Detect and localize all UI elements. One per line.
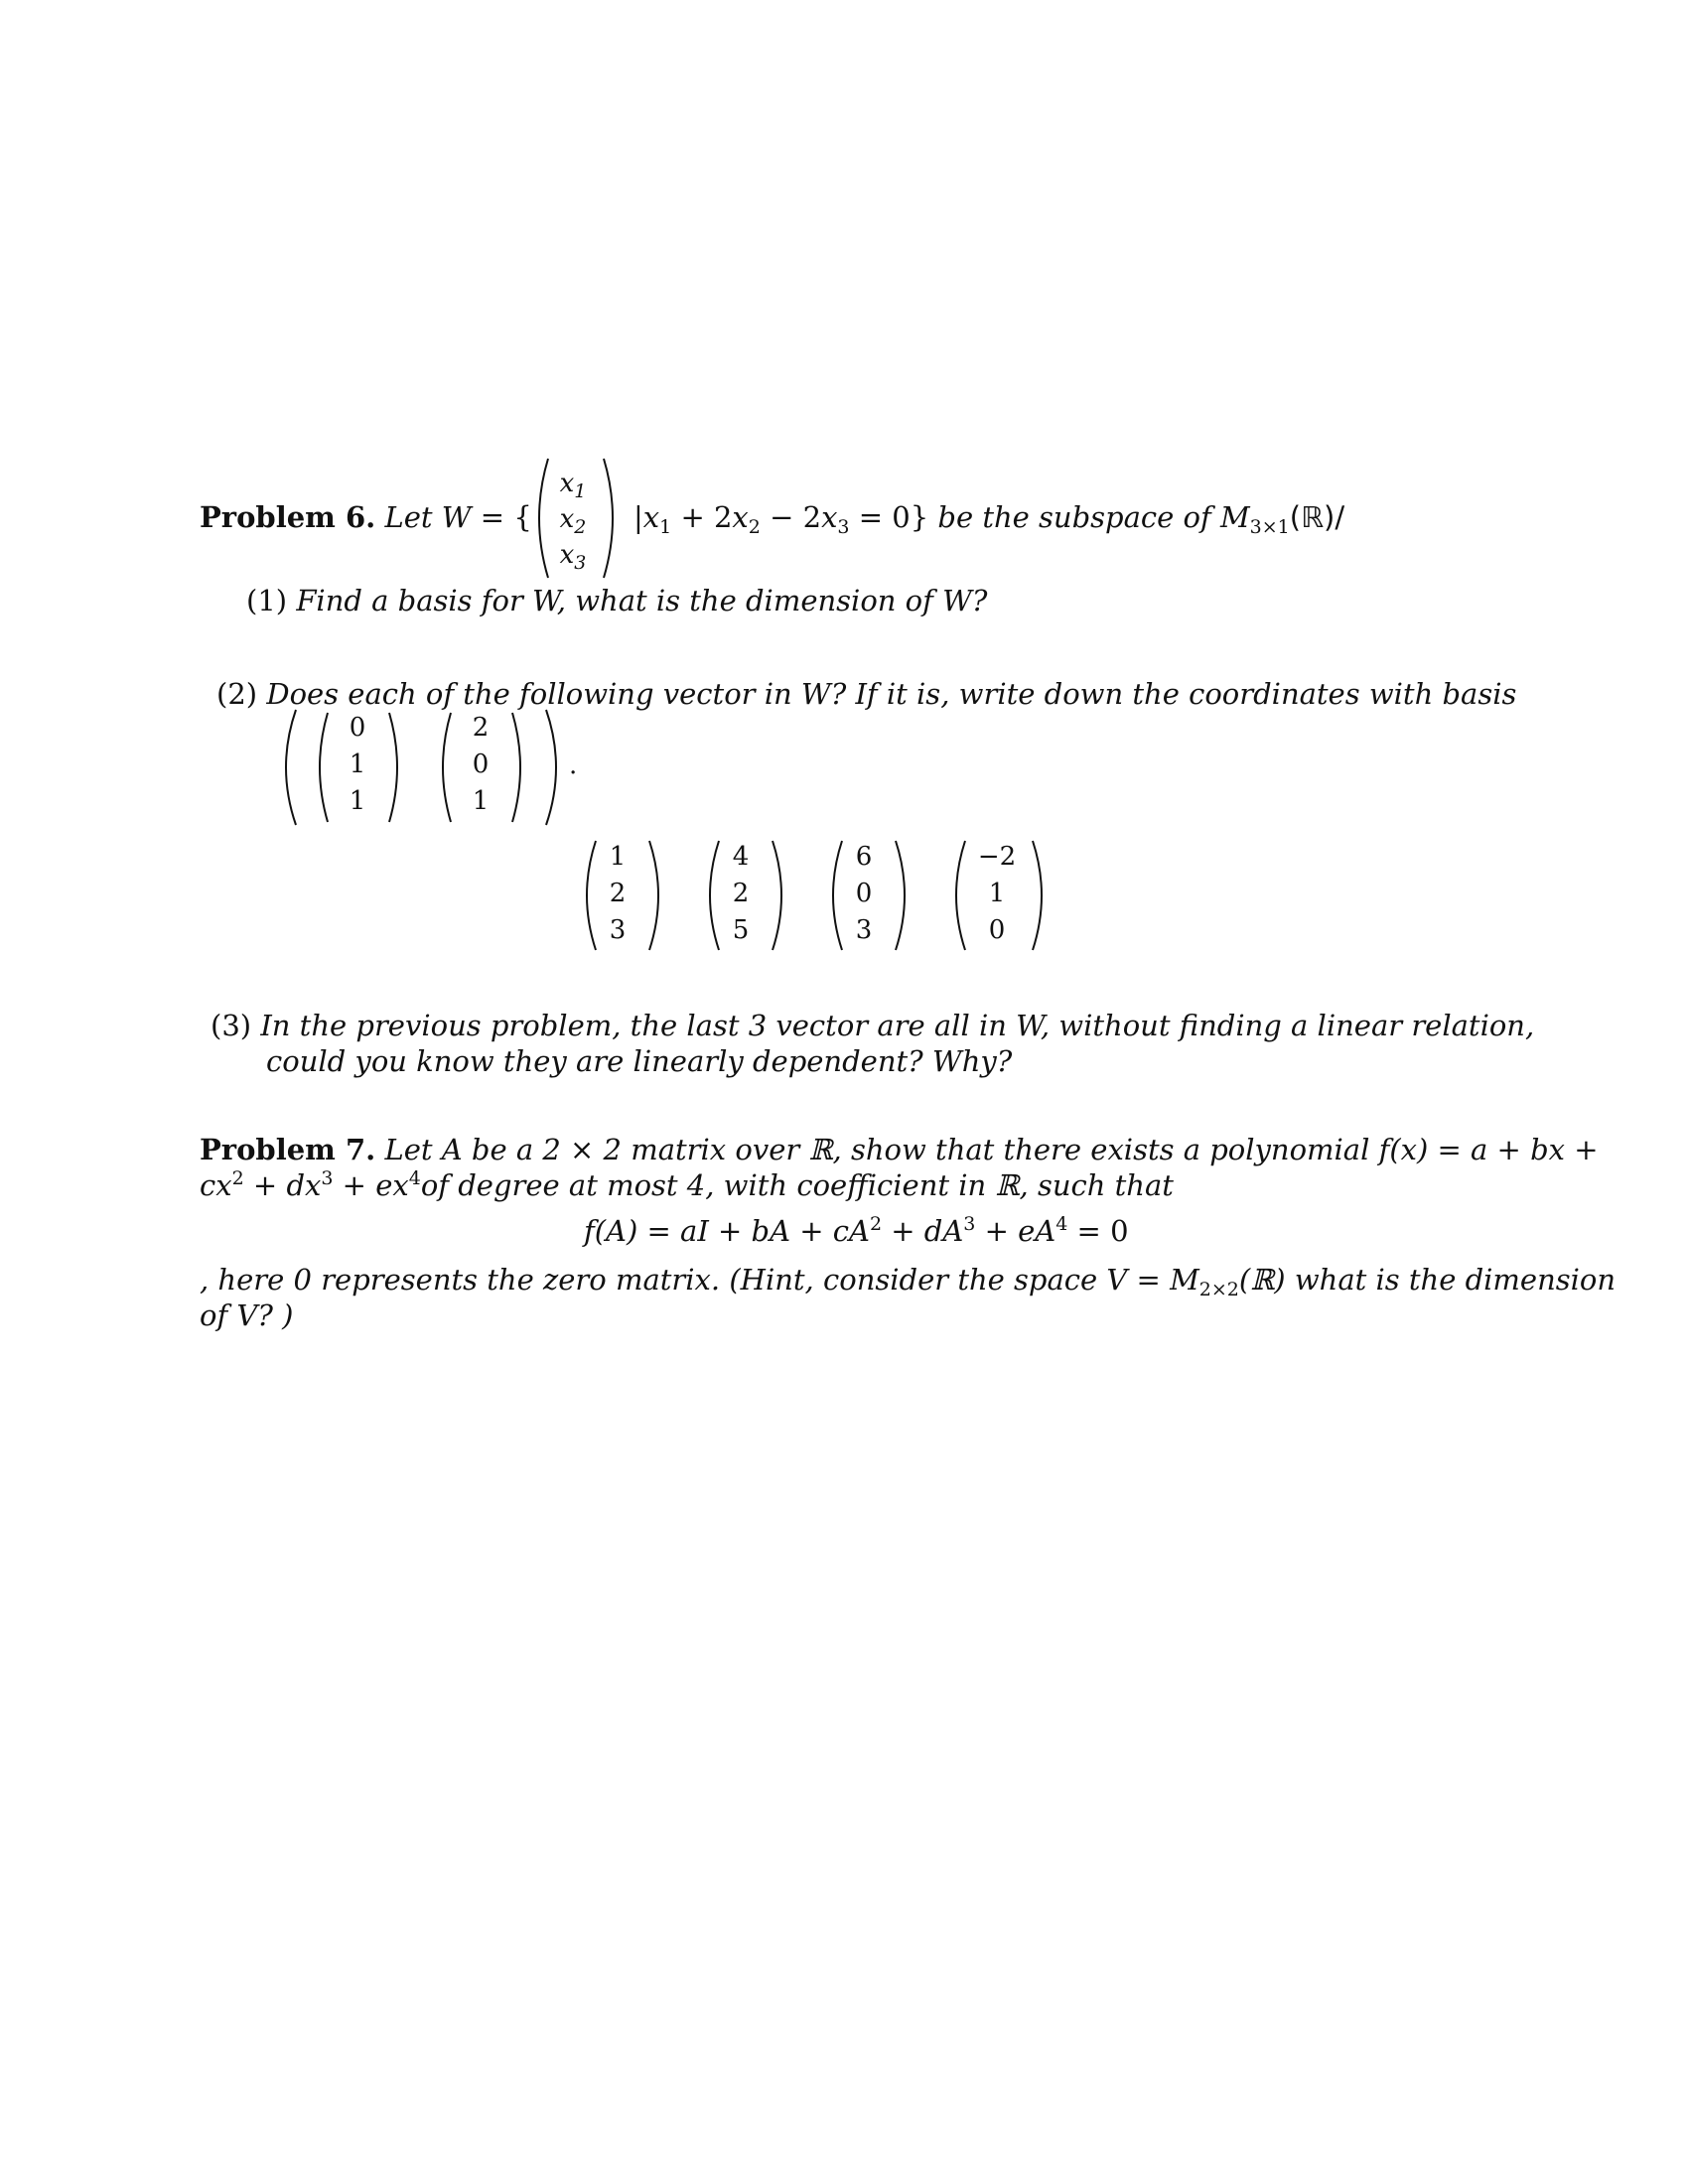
part1-number: (1) bbox=[246, 584, 288, 617]
problem6-var-w: W bbox=[441, 500, 472, 534]
vector1-entry-2: 2 bbox=[609, 879, 627, 908]
vector4-left-paren bbox=[945, 839, 967, 952]
vector2-entry-3: 5 bbox=[732, 915, 750, 945]
basis-vector1-right-paren bbox=[387, 711, 407, 824]
problem6-space: M bbox=[1219, 500, 1250, 534]
basis-vector2-entry-3: 1 bbox=[472, 786, 490, 816]
vector4-right-paren bbox=[1031, 839, 1053, 952]
basis-vector1-entry-3: 1 bbox=[349, 786, 366, 816]
basis-vector2-entry-1: 2 bbox=[472, 713, 490, 743]
part3-line1: In the previous problem, the last 3 vector are all in W, without finding a linear relation, bbox=[260, 1009, 1535, 1042]
vector3-right-paren bbox=[894, 839, 915, 952]
problem7-line5: of V? ) bbox=[200, 1298, 294, 1332]
problem6-part1 bbox=[246, 583, 987, 618]
vector1-right-paren bbox=[647, 839, 669, 952]
problem6-condition: $|x_1 + 2x_2 - 2x_3 = 0$} be the subspace of $M_{3\times 1}(ℝ)/$ bbox=[633, 500, 1345, 538]
part2-number: (2) bbox=[216, 677, 258, 711]
basis-vector2-left-paren bbox=[433, 711, 453, 824]
vector-x-entry-1: $x_1$ bbox=[559, 469, 587, 502]
basis-vector2-right-paren bbox=[510, 711, 530, 824]
basis-vector1-entry-1: 0 bbox=[349, 713, 366, 743]
basis-vector2-entry-2: 0 bbox=[472, 750, 490, 779]
basis-vector1-left-paren bbox=[310, 711, 330, 824]
problem6-tail: be the subspace of bbox=[937, 500, 1211, 534]
vector2-entry-2: 2 bbox=[732, 879, 750, 908]
part1-text: Find a basis for W, what is the dimension of W? bbox=[296, 584, 988, 617]
problem6-statement bbox=[200, 499, 532, 535]
problem7-heading: Problem 7. bbox=[200, 1133, 376, 1166]
part3-number: (3) bbox=[211, 1009, 252, 1042]
vector1-entry-1: 1 bbox=[609, 842, 627, 872]
vector2-right-paren bbox=[771, 839, 792, 952]
vector3-entry-1: 6 bbox=[855, 842, 873, 872]
part2-text: Does each of the following vector in W? If it is, write down the coordinates with basis bbox=[266, 677, 1517, 711]
problem6-intro: Let bbox=[384, 500, 433, 534]
problem6-part2 bbox=[216, 676, 1516, 712]
vector4-entry-2: 1 bbox=[988, 879, 1006, 908]
problem7-display-equation: f(A) = aI + bA + $cA^2 + dA^3 + eA^4 = 0$ bbox=[584, 1213, 1129, 1248]
vector4-entry-1: −2 bbox=[977, 842, 1017, 872]
vector-x-entry-3: $x_3$ bbox=[559, 540, 587, 574]
problem6-part3-line2: could you know they are linearly dependent? Why? bbox=[266, 1044, 1013, 1078]
basis-outer-left-paren bbox=[274, 708, 298, 827]
vector-x-right-paren bbox=[602, 457, 624, 580]
vector-x-entry-2: $x_2$ bbox=[559, 504, 587, 538]
problem7-line2: $cx^2 + dx^3 + ex^4of$ degree at most 4, with coefficient in ℝ, such that bbox=[200, 1167, 1174, 1202]
vector3-entry-3: 3 bbox=[855, 915, 873, 945]
problem6-part3 bbox=[211, 1008, 1534, 1043]
problem7-line1-text: Let A be a 2 × 2 matrix over ℝ, show that there exists a polynomial f(x) = a + bx + bbox=[384, 1133, 1599, 1166]
vector1-entry-3: 3 bbox=[609, 915, 627, 945]
basis-period: . bbox=[569, 751, 578, 780]
problem7-line1 bbox=[200, 1132, 1599, 1167]
vector4-entry-3: 0 bbox=[988, 915, 1006, 945]
basis-outer-right-paren bbox=[544, 708, 568, 827]
vector3-entry-2: 0 bbox=[855, 879, 873, 908]
problem6-heading: Problem 6. bbox=[200, 500, 376, 534]
basis-vector1-entry-2: 1 bbox=[349, 750, 366, 779]
problem7-line4: , here 0 represents the zero matrix. (Hint, consider the space $V = M_{2\times 2}(ℝ)$ what is the dimension bbox=[200, 1263, 1617, 1300]
problem6-equals: = bbox=[480, 500, 505, 534]
vector2-entry-1: 4 bbox=[732, 842, 750, 872]
problem6-brace: { bbox=[513, 500, 532, 534]
